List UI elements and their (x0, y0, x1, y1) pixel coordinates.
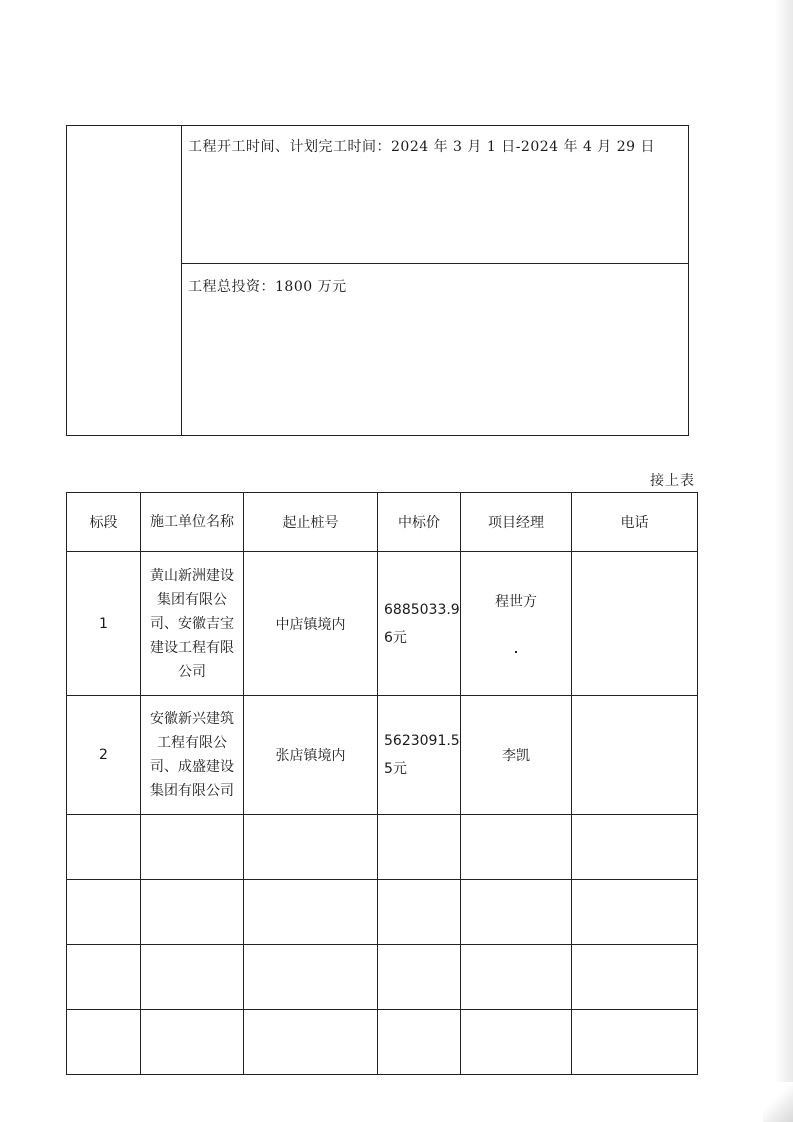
blank-row (67, 880, 698, 945)
blank-row (67, 945, 698, 1010)
project-info-label-cell (67, 126, 182, 435)
blank-row (67, 1010, 698, 1075)
schedule-text: 工程开工时间、计划完工时间：2024 年 3 月 1 日-2024 年 4 月 29 日 (188, 139, 656, 155)
project-info-divider (181, 263, 688, 264)
project-info-box (66, 125, 689, 436)
header-range: 起止桩号 (244, 493, 378, 552)
table-header-row (67, 493, 698, 552)
continued-label: 接上表 (650, 473, 695, 489)
price-cell (378, 552, 461, 696)
company-line: 公司 (178, 663, 206, 680)
price-line: 6元 (384, 629, 407, 646)
price-line: 5623091.5 (384, 733, 460, 749)
table-row (67, 696, 698, 815)
investment-text: 工程总投资：1800 万元 (188, 279, 347, 295)
manager-cell (461, 552, 572, 696)
manager-name: 程世方 (495, 593, 537, 610)
page-corner-fold (763, 1082, 793, 1122)
company-line: 黄山新洲建设 (150, 567, 234, 584)
blank-row (67, 815, 698, 880)
range-cell: 张店镇境内 (244, 696, 378, 815)
header-phone: 电话 (572, 493, 698, 552)
phone-cell (572, 696, 698, 815)
range-cell: 中店镇境内 (244, 552, 378, 696)
page-edge-shadow (775, 0, 793, 1122)
header-section: 标段 (67, 493, 141, 552)
manager-cell: 李凯 (461, 696, 572, 815)
price-line: 6885033.9 (384, 601, 460, 618)
phone-cell (572, 552, 698, 696)
section-cell: 2 (67, 696, 141, 815)
price-line: 5元 (384, 761, 407, 777)
company-cell (141, 696, 244, 815)
company-line: 安徽新兴建筑 (150, 711, 234, 727)
company-line: 司、安徽吉宝 (150, 615, 234, 632)
company-line: 建设工程有限 (150, 639, 234, 656)
section-cell: 1 (67, 552, 141, 696)
header-price: 中标价 (378, 493, 461, 552)
table-row (67, 552, 698, 696)
company-line: 司、成盛建设 (150, 759, 234, 775)
bid-results-table (66, 492, 698, 1075)
company-line: 集团有限公司 (150, 783, 234, 799)
price-cell (378, 696, 461, 815)
company-line: 集团有限公 (157, 591, 227, 608)
stray-mark (515, 651, 517, 653)
header-company: 施工单位名称 (141, 493, 244, 552)
company-line: 工程有限公 (157, 735, 227, 751)
header-manager: 项目经理 (461, 493, 572, 552)
company-cell (141, 552, 244, 696)
